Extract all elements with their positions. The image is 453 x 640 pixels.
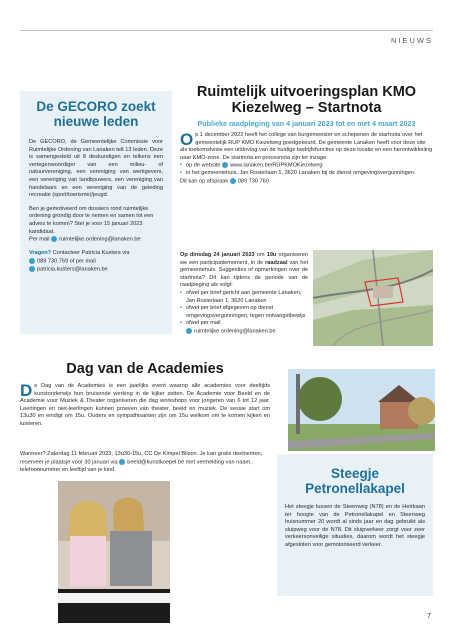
academies-p1: De Dag van de Academies is een jaarlijks event waarop alle academies voor deeltijds kunstonderwijs hun bruisende werking in de kijker zetten. De Academie voor Beeld en de Academie voor Muziek & Theater organiseren die dag workshops voor jongeren van 6 tot 12 jaar. Leerlingen en niet-leerlingen kunnen proeven van theater, beeld en muziek. De sessie start om 13u30 en eindigt om 15u. Ouders en sympathisanten zijn om 15u welkom om te komen kijken en luisteren. [20,381,270,427]
steegje-title: Steegje Petronellakapel [305,466,405,496]
rup-afspraak: Dit kan op afspraak 089 730 760 [180,178,269,185]
phone-icon [29,258,35,264]
mail-icon [51,236,57,242]
mail-icon [119,459,125,465]
rup-bullet-office: • in het gemeentehuis, Jan Rosierlaan 1, 3620 Lanaken bij de dienst omgevingsvergunningen. [180,170,433,178]
vragen-email[interactable]: patricia.kusters@lanaken.be [37,266,108,273]
page-number: 7 [427,613,431,620]
steegje-body: Het steegje tussen de Steenweg (N78) en de Heirbaan ter hoogte van de Petronellakapel en Steenweg huisnummer 20 wordt al sinds jaar en dag gebruikt als sluipweg voor de N78. Dit sluipverkeer zorgt voor zeer verkeersonveilige situaties, daarom wordt het steegje afgesloten voor gemotoriseerd verkeer. [285,504,425,548]
vragen-label: Vragen? [29,250,52,257]
globe-icon [222,162,228,168]
vragen-phone: 089 730 769 of per mail [37,258,96,265]
phone-icon [230,178,236,184]
gecoro-title: De GECORO zoekt nieuwe leden [36,99,156,129]
academies-mail[interactable]: beeld@kunstkoepel.be [127,459,185,466]
rup-col [180,252,308,336]
rup-subtitle: Publieke raadpleging van 4 januari 2023 tot en met 4 maart 2023 [197,119,416,128]
gecoro-mail-line [29,236,163,244]
rup-mail[interactable]: ruimtelijke.ordening@lanaken.be [194,328,276,335]
gecoro-p2: Ben je gemotiveerd om dossiers rond ruimtelijke ordening grondig door te nemen en samen tot een advies te komen? Stel je voor 15 januari 2023 kandidaat. [29,205,154,235]
option-2: • ofwel per brief afgegeven op dienst omgevingsvergunningen, tegen ontvangstbewijs [180,305,308,320]
vragen-text: Contacteer Patricia Kusters via [52,250,130,257]
option-1: • ofwel per brief gericht aan gemeente Lanaken, Jan Rosierlaan 1, 3620 Lanaken [180,290,308,305]
chapel-photo [288,369,435,451]
mail-icon [186,328,192,334]
gecoro-vragen [29,250,163,274]
mail-icon [29,266,35,272]
rup-mail-line [180,328,308,336]
steegje-box [277,454,433,596]
article-rup [180,84,433,186]
section-label: NIEUWS [391,36,433,45]
dropcap: D [20,381,33,400]
gecoro-p1: De GECORO, de Gemeentelijke Commissie voor Ruimtelijke Ordening van Lanaken telt 13 leden. Deze is samengesteld uit 8 deskundigen en telkens een vertegenwoordiger van een milieu- of natuurvereniging, een vereniging van werkgevers, een vereniging van landbouwers, een vereniging van handelaars en een vereniging van de geleding recreatie (sport/toerisme)/jeugd. [29,139,163,199]
rup-title: Ruimtelijk uitvoeringsplan KMO Kiezelweg – Startnota [196,84,417,116]
dropcap: O [180,130,194,149]
rup-list [180,162,433,178]
gecoro-mail[interactable]: ruimtelijke.ordening@lanaken.be [59,236,141,243]
academies-title: Dag van de Academies [66,361,224,377]
map-image [313,250,433,346]
rup-participatie: Op dinsdag 24 januari 2023 om 19u organiseren we een participatiemoment, in de raadzaal van het gemeentehuis. Suggesties of opmerkingen over de startnota? Dit kan tijdens de periode van de raadpleging als volgt: [180,252,309,289]
header-rule [20,30,433,31]
rup-intro: Op 1 december 2022 heeft het college van burgemeester en schepenen de startnota over het gemeentelijk RUP KMO Kiezelweg goedgekeurd. De gemeente Lanaken heeft voor deze site als toekomstvisie een uitdoving van de huidige bedrijfsfuncties op deze locatie en een herontwikkeling naar KMO-zone. De startnota en procesnota zijn ter inzage: [180,130,433,161]
children-piano-photo [58,481,170,623]
rup-options [180,290,308,328]
mail-prefix: Per mail [29,236,50,243]
option-3: • ofwel per mail [180,320,308,328]
rup-bullet-web: • op de website www.lanaken.be/RUPKMOKiezelweg [180,162,433,170]
gecoro-box [20,91,172,334]
academies-p2: Wanneer? Zaterdag 11 februari 2023, 13u30-15u, CC De Kimpel Bilzen. Je kan gratis deelnemen, reserveer je plaatsje voor 30 januari via beeld@kunstkoepel.be met vermelding van naam, telefoonnummer en leeftijd van je kind. [20,451,263,473]
rup-website[interactable]: www.lanaken.be/RUPKMOKiezelweg [230,162,323,169]
